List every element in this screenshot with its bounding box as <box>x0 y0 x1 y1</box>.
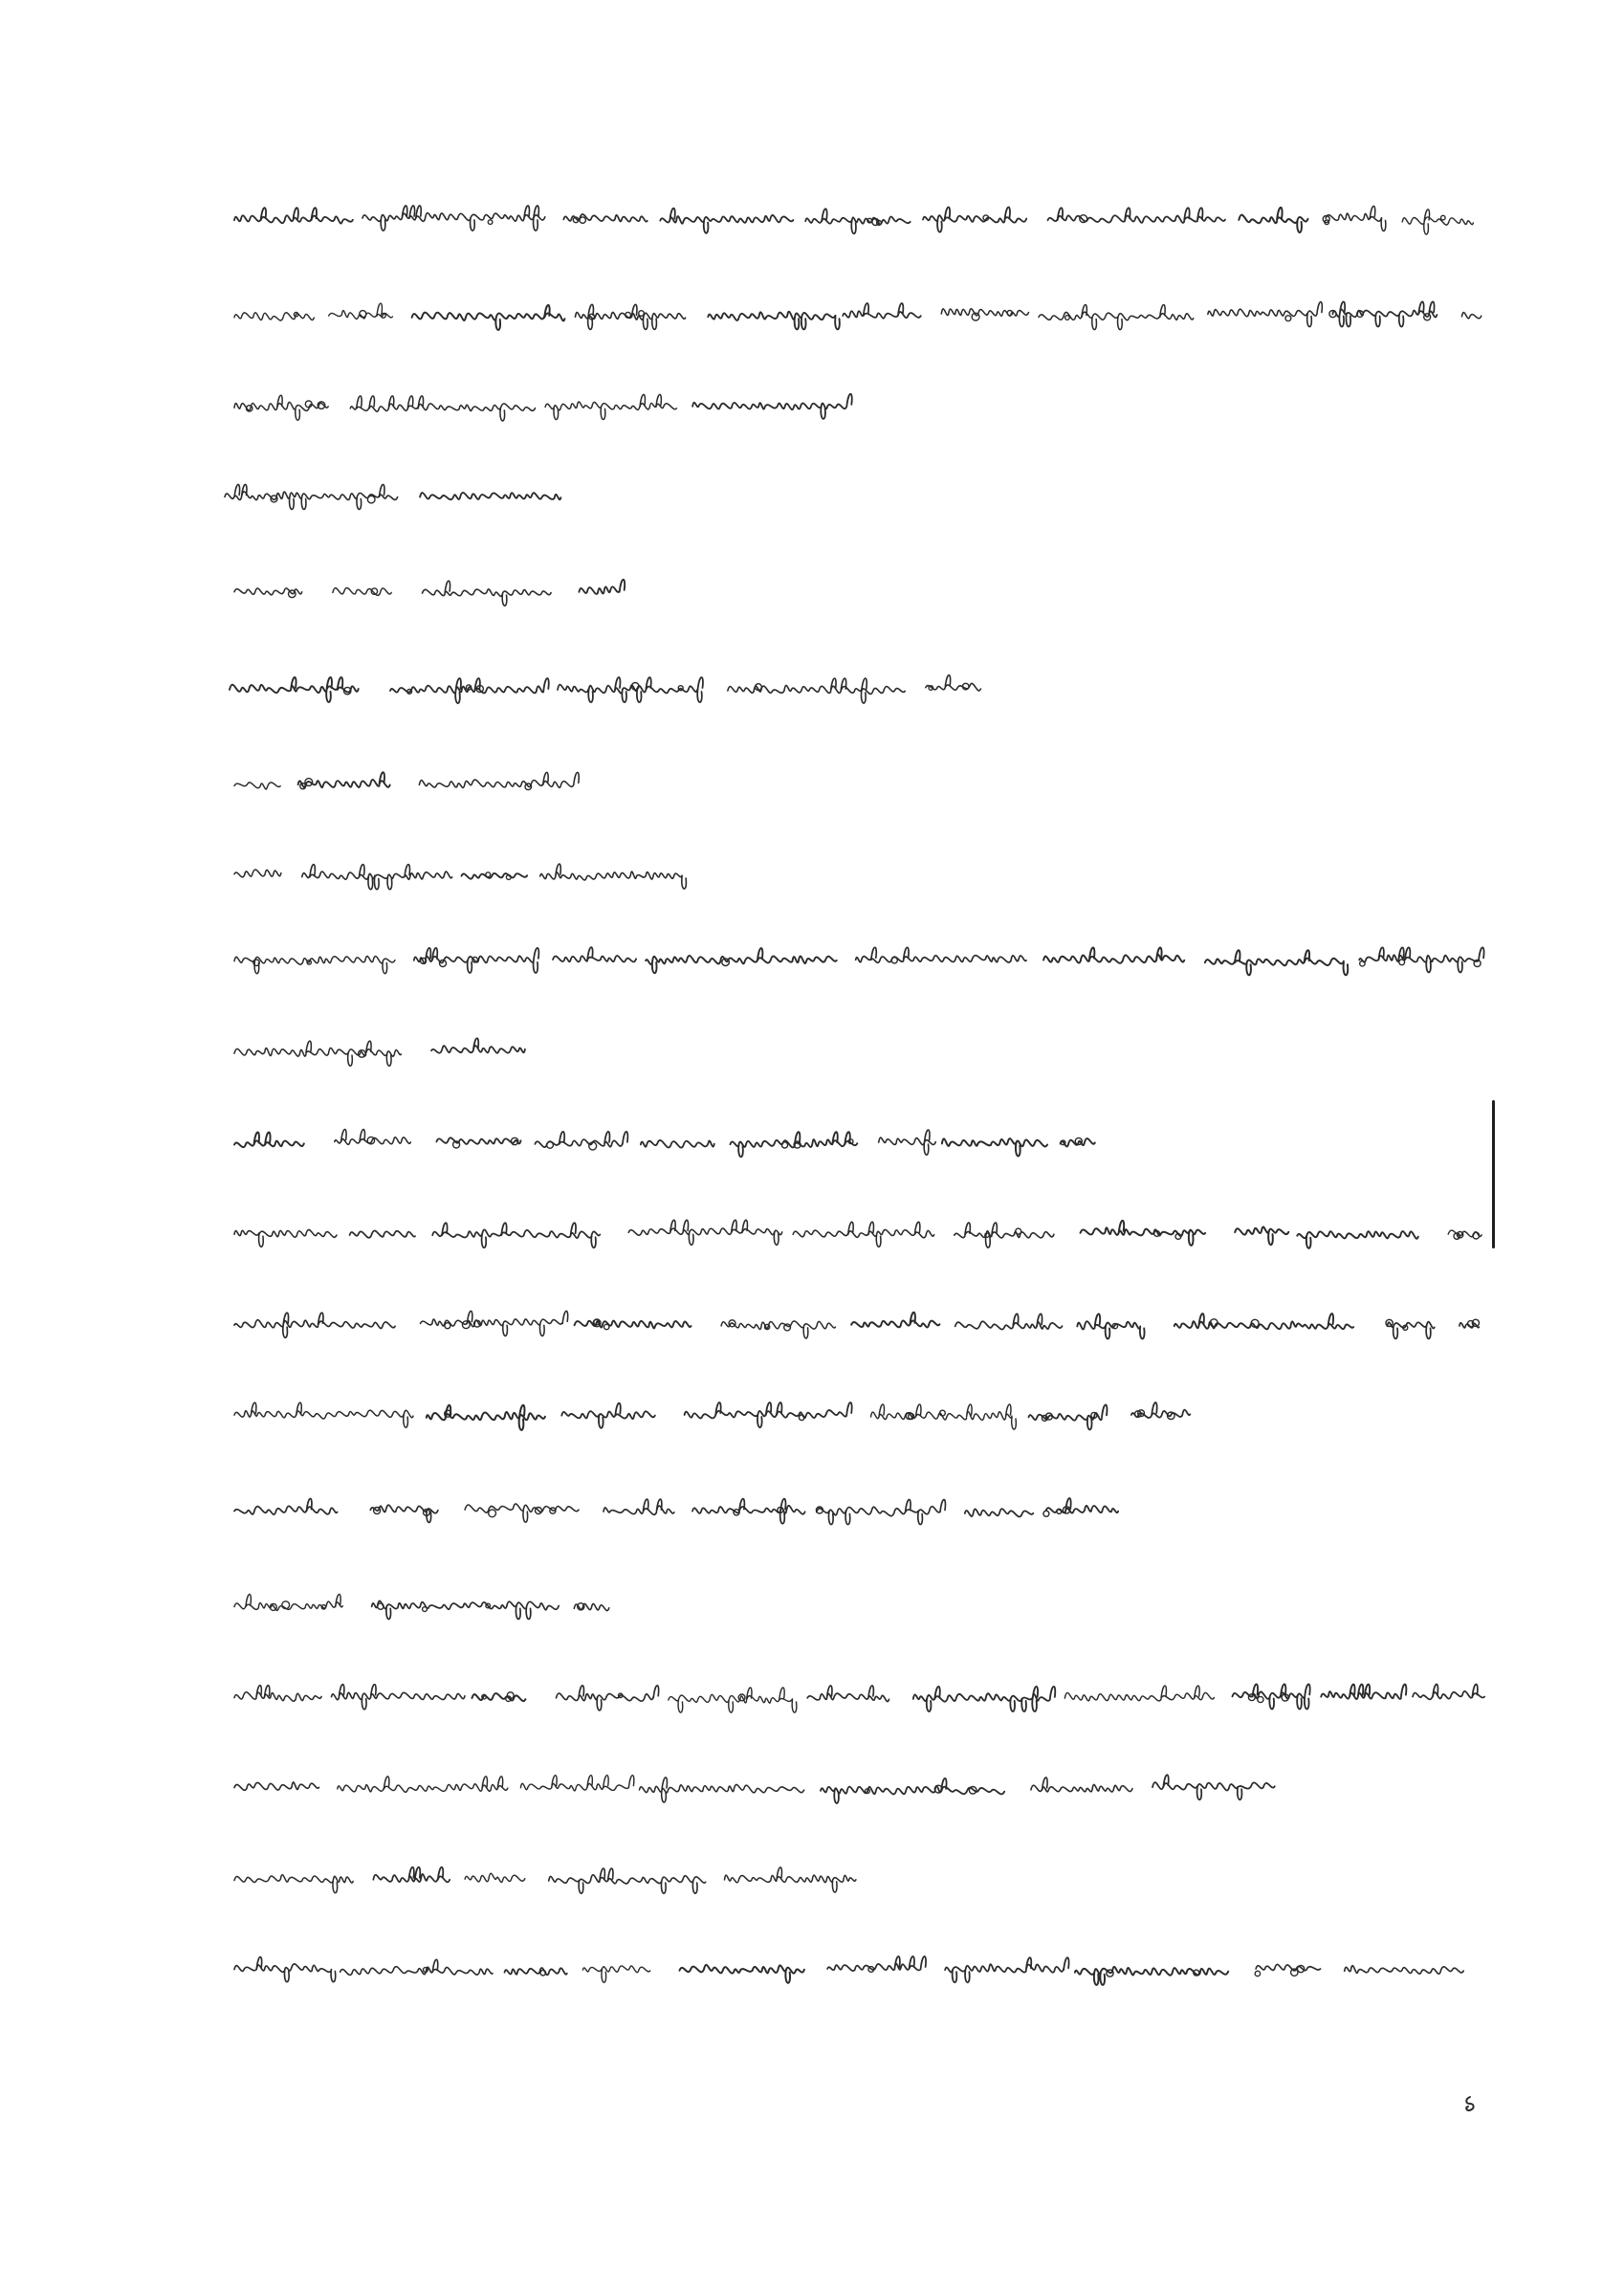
ink-loop <box>536 1508 542 1514</box>
handwritten-word <box>1297 1231 1418 1248</box>
handwritten-word <box>1345 1966 1464 1975</box>
handwritten-word <box>436 1137 520 1144</box>
ink-loop <box>1424 314 1431 320</box>
ink-loop <box>467 685 472 690</box>
ink-loop <box>550 1508 556 1513</box>
ink-loop <box>423 1607 428 1612</box>
ink-loop <box>877 221 882 226</box>
ink-loop <box>318 402 325 409</box>
handwritten-word <box>1075 1967 1228 1985</box>
handwritten-word <box>1174 1314 1354 1329</box>
handwritten-word <box>1448 1230 1481 1237</box>
handwritten-word <box>1326 206 1386 231</box>
ink-loop <box>1323 216 1329 223</box>
handwriting-line <box>0 1095 1624 1191</box>
handwritten-word <box>234 1595 342 1611</box>
handwritten-word <box>1039 305 1194 330</box>
handwritten-word <box>1388 1322 1435 1339</box>
ink-loop <box>360 311 366 318</box>
ink-loop <box>909 1414 914 1420</box>
handwritten-word <box>692 1499 805 1524</box>
ink-loop <box>367 496 375 503</box>
handwritten-word <box>708 312 840 330</box>
handwritten-word <box>728 678 905 703</box>
handwritten-word <box>557 1686 659 1711</box>
handwritten-word <box>1332 301 1437 326</box>
ink-loop <box>985 1233 989 1237</box>
handwritten-word <box>604 1499 674 1514</box>
handwritten-word <box>234 1875 353 1893</box>
handwritten-word <box>827 1956 926 1971</box>
handwritten-word <box>234 1041 401 1066</box>
handwriting-line <box>0 641 1624 737</box>
handwriting-line <box>0 1923 1624 2019</box>
handwriting-line <box>0 737 1624 832</box>
handwritten-word <box>1152 1775 1275 1799</box>
ink-loop <box>1285 316 1291 321</box>
handwritten-word <box>465 1504 579 1522</box>
handwritten-word <box>1208 302 1322 327</box>
ink-loop <box>424 1968 428 1973</box>
ink-loop <box>462 1321 470 1329</box>
handwritten-word <box>332 1685 466 1710</box>
ink-loop <box>848 1139 853 1144</box>
handwriting-line <box>0 545 1624 641</box>
ink-loop <box>738 1694 745 1701</box>
ink-loop <box>1080 215 1087 223</box>
ink-loop <box>1473 1232 1480 1239</box>
handwriting-line <box>0 359 1624 454</box>
handwritten-word <box>965 1509 1034 1516</box>
ink-loop <box>929 686 933 691</box>
handwritten-word <box>553 947 636 961</box>
handwriting-line <box>0 1368 1624 1464</box>
ink-loop <box>507 1692 514 1699</box>
ink-loop <box>799 1415 804 1421</box>
ink-loop <box>1282 1694 1288 1701</box>
margin-vertical-stroke <box>1492 1100 1495 1248</box>
handwritten-word <box>582 1966 649 1982</box>
ink-loop <box>547 1142 554 1149</box>
ink-loop <box>381 314 385 319</box>
handwriting-line <box>0 1650 1624 1746</box>
ink-loop <box>486 1603 491 1608</box>
handwritten-word <box>856 947 1026 962</box>
handwritten-word <box>333 587 391 595</box>
ink-loop <box>453 1141 460 1148</box>
ink-loop <box>371 588 377 594</box>
handwritten-word <box>1256 1964 1321 1970</box>
ink-loop <box>1386 1319 1393 1326</box>
handwritten-word <box>234 1499 338 1515</box>
ink-loop <box>1472 1319 1479 1326</box>
handwritten-word <box>805 209 911 233</box>
handwritten-word <box>871 1404 1017 1429</box>
ink-loop <box>1457 1232 1462 1238</box>
handwritten-word <box>646 948 837 973</box>
handwritten-word <box>234 208 353 223</box>
ink-loop <box>305 779 313 786</box>
handwriting-line <box>0 914 1624 1009</box>
ink-loop <box>1454 1233 1459 1239</box>
ink-loop <box>1248 1694 1255 1701</box>
ink-loop <box>867 218 872 223</box>
ink-loop <box>271 496 277 502</box>
ink-loop <box>1043 1511 1049 1516</box>
ink-loop <box>781 1142 787 1148</box>
ink-loop <box>891 958 897 963</box>
handwritten-word <box>432 1223 600 1247</box>
handwritten-word <box>941 309 1028 316</box>
handwritten-word <box>575 1321 691 1329</box>
ink-loop <box>619 1693 623 1697</box>
handwritten-word <box>234 1782 319 1790</box>
ink-loop <box>1042 1416 1047 1422</box>
ink-loop <box>1175 1234 1181 1240</box>
ink-loop <box>307 960 311 964</box>
ink-loop <box>794 1141 801 1148</box>
handwritten-word <box>558 677 703 702</box>
ink-loop <box>872 219 879 226</box>
ink-loop <box>589 1142 597 1150</box>
handwritten-word <box>1459 1323 1480 1328</box>
handwritten-word <box>574 1603 609 1610</box>
handwriting-line <box>0 1186 1624 1282</box>
handwritten-word <box>1321 1685 1406 1699</box>
ink-loop <box>511 1137 517 1144</box>
ink-loop <box>580 217 585 223</box>
ink-loop <box>784 1324 791 1331</box>
ink-loop <box>578 1603 584 1610</box>
ink-loop <box>1135 1411 1142 1418</box>
handwritten-word <box>1048 208 1226 223</box>
ink-loop <box>282 1601 290 1609</box>
ink-loop <box>344 687 351 694</box>
handwritten-word <box>913 1687 1055 1711</box>
handwritten-word <box>298 772 390 787</box>
ink-loop <box>1065 316 1070 320</box>
handwritten-word <box>1064 1686 1214 1701</box>
ink-loop <box>594 1319 600 1325</box>
handwritten-word <box>472 1693 526 1701</box>
ink-loop <box>1061 1140 1065 1145</box>
ink-loop <box>1441 215 1446 220</box>
ink-loop <box>476 685 483 692</box>
ink-loop <box>540 1970 546 1976</box>
handwritten-word <box>731 1132 858 1157</box>
handwritten-word <box>1043 948 1184 963</box>
ink-loop <box>300 784 306 789</box>
handwritten-word <box>329 303 393 319</box>
ink-loop <box>1112 1323 1117 1328</box>
ink-loop <box>1057 1509 1062 1513</box>
ink-loop <box>374 1508 381 1514</box>
handwritten-word <box>725 1867 856 1892</box>
handwritten-word <box>505 1968 567 1975</box>
ink-loop <box>359 1050 366 1058</box>
ink-loop <box>378 1603 384 1609</box>
handwritten-word <box>579 580 625 594</box>
ink-loop <box>440 960 447 967</box>
ink-loop <box>1016 1228 1021 1234</box>
ink-loop <box>367 1137 374 1143</box>
ink-loop <box>424 1510 430 1516</box>
handwritten-word <box>412 305 565 330</box>
ink-loop <box>294 313 297 317</box>
handwritten-word <box>1235 1226 1288 1245</box>
ink-loop <box>1399 960 1405 965</box>
ink-loop <box>474 1320 481 1327</box>
ink-loop <box>972 313 979 320</box>
handwritten-word <box>234 1957 336 1982</box>
ink-loop <box>1138 1410 1145 1417</box>
ink-loop <box>289 590 296 598</box>
handwritten-word <box>1029 1404 1108 1429</box>
ink-loop <box>983 215 989 221</box>
ink-loop <box>1091 1412 1097 1418</box>
handwritten-word <box>419 772 579 787</box>
handwriting-line <box>0 1464 1624 1559</box>
ink-loop <box>270 1603 276 1610</box>
ink-loop <box>506 875 511 880</box>
ink-loop <box>482 1694 487 1699</box>
ink-loop <box>816 1507 823 1513</box>
ink-loop <box>1045 1413 1052 1420</box>
ink-loop <box>765 1324 770 1329</box>
handwritten-word <box>234 313 314 320</box>
handwritten-word <box>1413 1685 1484 1700</box>
ink-loop <box>1357 311 1364 318</box>
ink-loop <box>756 684 762 691</box>
ink-loop <box>1194 1970 1199 1976</box>
handwritten-word <box>545 394 676 419</box>
ink-loop <box>1291 1969 1298 1976</box>
handwritten-word <box>1239 208 1307 232</box>
handwritten-word <box>926 675 981 691</box>
handwritten-word <box>338 1777 508 1792</box>
handwritten-word <box>335 1130 411 1145</box>
handwritten-word <box>817 1500 946 1525</box>
handwritten-word <box>362 206 545 231</box>
handwritten-word <box>234 1402 413 1427</box>
ink-loop <box>593 1319 601 1327</box>
handwritten-word <box>234 1229 337 1247</box>
handwritten-word <box>234 783 280 789</box>
ink-loop <box>722 959 730 966</box>
handwritten-word <box>390 678 549 703</box>
ink-loop <box>969 1787 977 1795</box>
ink-loop <box>1325 220 1329 225</box>
ink-loop <box>940 1410 946 1416</box>
handwritten-word <box>1081 1221 1206 1246</box>
ink-loop <box>868 1967 874 1973</box>
handwritten-word <box>234 1313 395 1337</box>
handwritten-word <box>421 1311 568 1336</box>
handwritten-word <box>576 304 686 329</box>
handwritten-word <box>1131 1402 1191 1418</box>
ink-loop <box>1154 1231 1160 1237</box>
handwritten-word <box>821 1778 1004 1803</box>
ink-loop <box>305 401 312 408</box>
ink-loop <box>1403 1325 1408 1330</box>
ink-loop <box>253 960 259 965</box>
ink-loop <box>573 217 579 223</box>
handwritten-word <box>1461 313 1481 319</box>
ink-loop <box>486 872 491 877</box>
handwritten-word <box>423 581 552 606</box>
handwritten-word <box>340 1959 493 1975</box>
ink-loop <box>1251 1319 1259 1327</box>
ink-loop <box>604 1324 609 1329</box>
handwriting-line <box>0 450 1624 545</box>
handwritten-word <box>350 1230 415 1237</box>
ink-loop <box>1210 1319 1218 1327</box>
handwritten-word <box>641 1140 714 1148</box>
handwritten-word <box>302 865 452 890</box>
ink-loop <box>445 1323 450 1329</box>
handwritten-word <box>685 1402 852 1427</box>
handwriting-line <box>0 828 1624 923</box>
ink-loop <box>489 1510 496 1517</box>
handwritten-word <box>851 1313 939 1328</box>
ink-loop <box>934 1785 942 1793</box>
handwritten-word <box>945 1957 1068 1982</box>
ink-loop <box>866 1789 870 1794</box>
ink-loop <box>247 406 252 411</box>
ink-loop <box>631 683 639 691</box>
handwritten-word <box>373 1867 450 1883</box>
ink-loop <box>1168 1412 1175 1420</box>
handwritten-word <box>420 493 560 499</box>
handwritten-word <box>234 1133 304 1148</box>
handwritten-word <box>660 209 793 233</box>
ink-loop <box>407 690 412 695</box>
handwritten-word <box>1205 950 1348 975</box>
handwritten-word <box>1402 210 1473 234</box>
ink-loop <box>1255 1971 1260 1976</box>
ink-loop <box>1258 1696 1263 1702</box>
page-number-glyph <box>1461 2095 1479 2112</box>
handwriting-line <box>0 172 1624 268</box>
handwriting-line <box>0 1004 1624 1100</box>
handwritten-word <box>955 1223 1054 1247</box>
ink-loop <box>625 312 631 318</box>
handwritten-word <box>549 1868 706 1893</box>
handwritten-word <box>640 1777 804 1802</box>
handwritten-word <box>942 1138 1047 1156</box>
handwritten-word <box>955 1314 1063 1329</box>
handwritten-word <box>535 1132 627 1147</box>
ink-loop <box>589 314 595 320</box>
handwritten-word <box>1031 1777 1132 1792</box>
ink-loop <box>445 1410 451 1417</box>
ink-loop <box>1075 1137 1082 1144</box>
ink-loop <box>1474 960 1481 967</box>
handwriting-line <box>0 268 1624 364</box>
handwritten-word <box>431 1038 525 1053</box>
handwritten-word <box>1061 1138 1095 1146</box>
ink-loop <box>1298 1966 1305 1973</box>
ink-loop <box>1063 1507 1069 1513</box>
ink-loop <box>472 957 478 962</box>
handwritten-word <box>234 588 302 595</box>
ink-loop <box>639 311 645 317</box>
ink-loop <box>321 1605 325 1609</box>
handwritten-word <box>923 208 1026 232</box>
handwritten-word <box>370 1505 438 1522</box>
ink-loop <box>906 1413 912 1420</box>
ink-loop <box>421 958 427 963</box>
handwritten-word <box>234 870 281 877</box>
handwritten-word <box>1359 947 1483 972</box>
ink-loop <box>1007 311 1012 316</box>
handwritten-word <box>680 1965 804 1983</box>
handwritten-word <box>1233 1684 1310 1709</box>
ink-loop <box>962 683 969 690</box>
handwritten-word <box>540 864 687 889</box>
ink-loop <box>488 220 493 225</box>
ink-loop <box>525 784 532 790</box>
handwritten-word <box>628 1220 782 1245</box>
handwritten-word <box>230 677 359 702</box>
ink-loop <box>1468 1321 1474 1327</box>
handwriting-line <box>0 1832 1624 1928</box>
handwritten-word <box>225 484 398 509</box>
handwritten-word <box>807 1686 889 1702</box>
ink-loop <box>1329 311 1336 318</box>
ink-loop <box>729 1320 735 1327</box>
ink-loop <box>1360 961 1365 966</box>
handwritten-word <box>669 1688 797 1712</box>
handwritten-word <box>692 394 852 419</box>
handwritten-word <box>879 1130 936 1155</box>
ink-loop <box>778 1507 783 1512</box>
handwritten-word <box>465 1873 525 1882</box>
handwritten-word <box>520 1776 633 1791</box>
handwriting-line <box>0 1741 1624 1837</box>
handwritten-word <box>793 1222 933 1247</box>
ink-loop <box>734 1510 739 1515</box>
handwritten-word <box>843 303 921 319</box>
ink-loop <box>1107 1970 1113 1976</box>
ink-loop <box>678 686 683 691</box>
handwritten-word <box>721 1321 835 1338</box>
handwritten-word <box>234 395 328 420</box>
ink-loop <box>506 1696 511 1701</box>
handwritten-word <box>414 948 539 973</box>
handwriting-line <box>0 1277 1624 1373</box>
handwritten-word <box>234 1686 321 1702</box>
handwritten-word <box>1046 1498 1119 1513</box>
handwritten-word <box>234 956 395 973</box>
handwritten-word <box>372 1601 560 1619</box>
handwritten-word <box>1077 1314 1144 1338</box>
handwritten-word <box>561 1403 655 1428</box>
handwritten-word <box>462 873 528 879</box>
handwritten-word <box>350 396 535 421</box>
handwritten-word <box>563 214 647 222</box>
handwriting-line <box>0 1559 1624 1655</box>
handwritten-word <box>427 1405 545 1430</box>
